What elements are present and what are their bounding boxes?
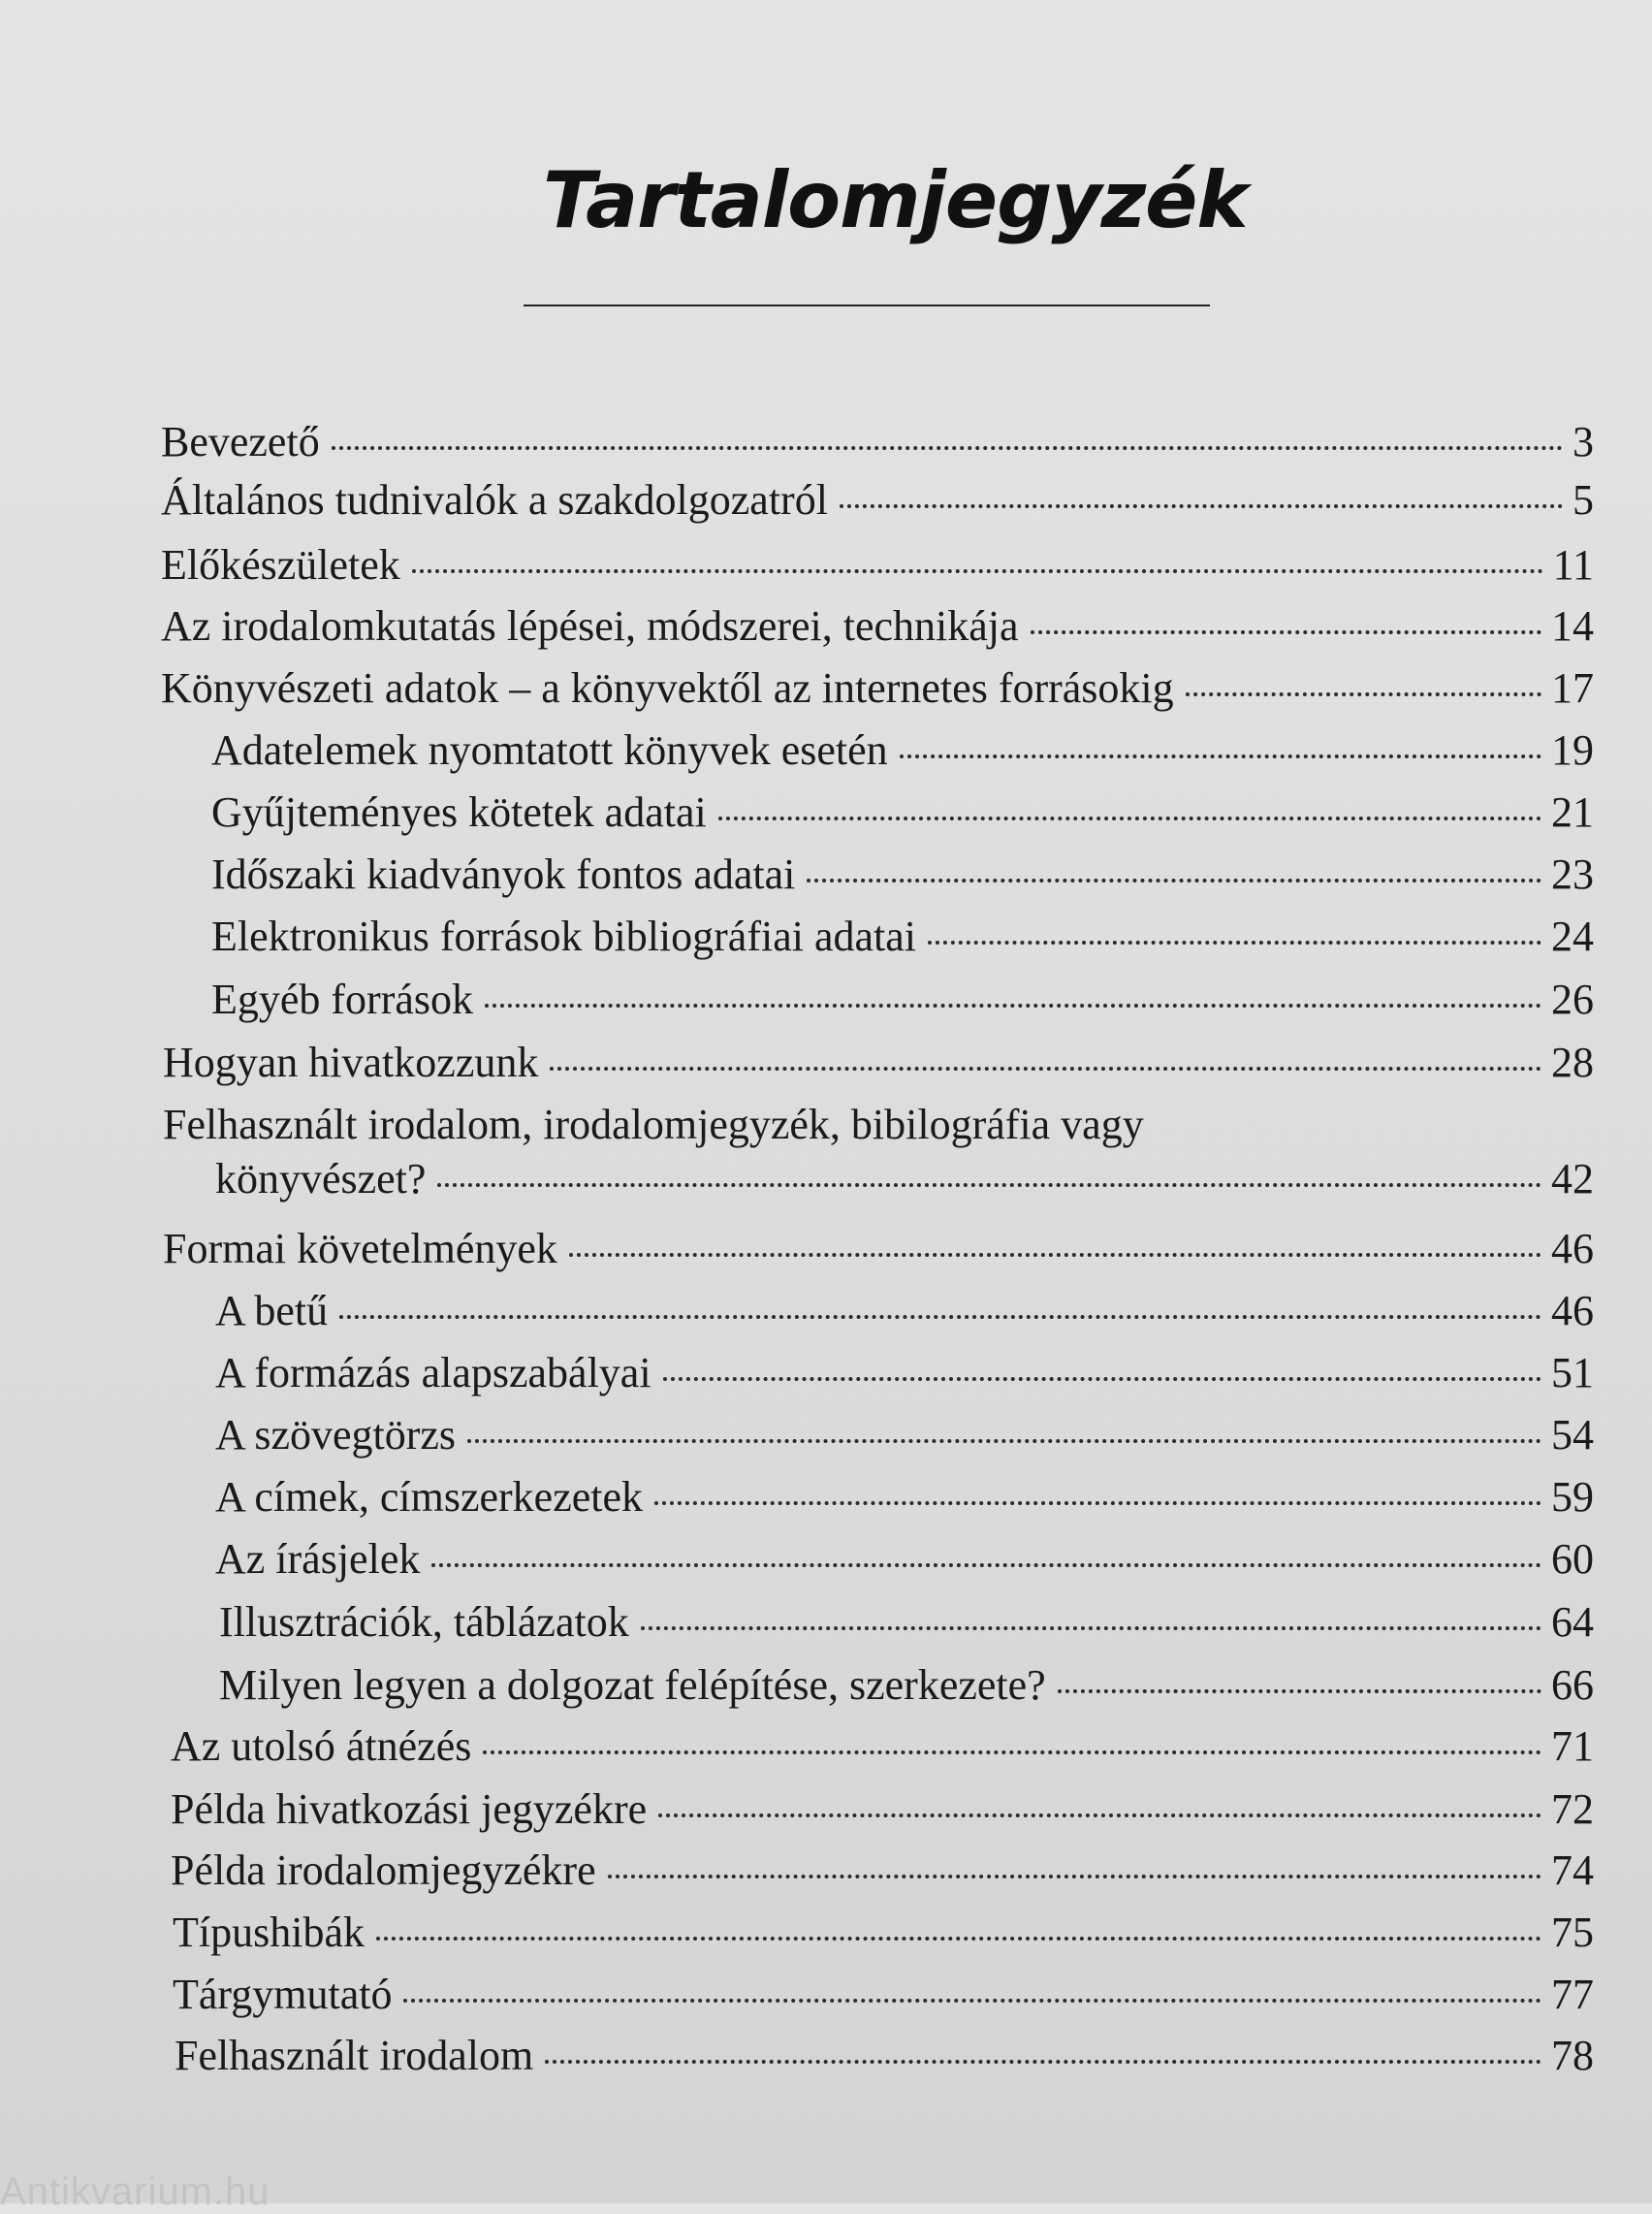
toc-page-number: 66 bbox=[1551, 1661, 1594, 1709]
dot-leader bbox=[900, 754, 1541, 758]
toc-entry-konyveszeti-adatok bbox=[161, 661, 1594, 716]
toc-page-number: 17 bbox=[1551, 664, 1594, 712]
toc-entry-egyeb-forrasok bbox=[211, 973, 1594, 1027]
dot-leader bbox=[437, 1183, 1541, 1187]
dot-leader bbox=[1031, 630, 1541, 634]
toc-entry-pelda-hivatkozasi-jegyzekre bbox=[171, 1782, 1594, 1837]
toc-entry-elokeszuletek bbox=[161, 538, 1594, 593]
toc-entry-title: Az utolsó átnézés bbox=[171, 1722, 472, 1770]
toc-entry-irodalomkutatas bbox=[161, 599, 1594, 654]
toc-entry-a-betu bbox=[215, 1284, 1594, 1338]
toc-page-number: 14 bbox=[1551, 602, 1594, 650]
toc-entry-title-line2: könyvészet? bbox=[215, 1155, 427, 1203]
toc-entry-formai-kovetelmenyek bbox=[163, 1222, 1594, 1276]
dot-leader bbox=[467, 1439, 1541, 1443]
toc-page-number: 78 bbox=[1551, 2032, 1594, 2079]
toc-entry-utolso-atnezes bbox=[171, 1719, 1594, 1774]
toc-page-number: 64 bbox=[1551, 1598, 1594, 1646]
toc-entry-title: Példa irodalomjegyzékre bbox=[171, 1846, 596, 1894]
toc-page-number: 46 bbox=[1551, 1287, 1594, 1334]
dot-leader bbox=[339, 1315, 1541, 1319]
toc-entry-illusztraciok-tablazatok bbox=[219, 1595, 1594, 1650]
toc-page-number: 21 bbox=[1551, 788, 1594, 836]
dot-leader bbox=[412, 569, 1543, 573]
toc-entry-title: Elektronikus források bibliográfiai adatai bbox=[211, 913, 916, 960]
toc-entry-dolgozat-felepitese bbox=[219, 1658, 1594, 1713]
toc-entry-felhasznalt-irodalom-konyveszet bbox=[163, 1098, 1594, 1206]
toc-page-number: 28 bbox=[1551, 1039, 1594, 1086]
toc-entry-title: Példa hivatkozási jegyzékre bbox=[171, 1785, 648, 1833]
toc-page-number: 24 bbox=[1551, 913, 1594, 960]
toc-entry-title: A szövegtörzs bbox=[215, 1411, 457, 1459]
toc-entry-pelda-irodalomjegyzekre bbox=[171, 1844, 1594, 1898]
toc-entry-formazas-alapszabalyai bbox=[215, 1346, 1594, 1400]
dot-leader bbox=[718, 817, 1541, 820]
toc-entry-bevezeto bbox=[161, 415, 1594, 469]
toc-entry-title: Illusztrációk, táblázatok bbox=[219, 1598, 629, 1646]
toc-entry-second-line bbox=[163, 1152, 1594, 1206]
toc-entry-title: Időszaki kiadványok fontos adatai bbox=[211, 850, 796, 898]
dot-leader bbox=[641, 1626, 1541, 1630]
toc-page-number: 54 bbox=[1551, 1411, 1594, 1459]
toc-page-number: 75 bbox=[1551, 1909, 1594, 1956]
toc-page-number: 77 bbox=[1551, 1971, 1594, 2018]
toc-page-number: 71 bbox=[1551, 1722, 1594, 1770]
dot-leader bbox=[928, 941, 1541, 945]
toc-page-number: 51 bbox=[1551, 1349, 1594, 1396]
toc-entry-title: A betű bbox=[215, 1287, 329, 1334]
dot-leader bbox=[658, 1813, 1541, 1817]
toc-entry-title: A formázás alapszabályai bbox=[215, 1349, 651, 1396]
toc-page-number: 42 bbox=[1551, 1155, 1594, 1203]
toc-entry-title: Gyűjteményes kötetek adatai bbox=[211, 788, 707, 836]
page-title: Tartalomjegyzék bbox=[543, 155, 1248, 245]
toc-entry-szovegtorzs bbox=[215, 1408, 1594, 1462]
toc-entry-title: Az irodalomkutatás lépései, módszerei, technikája bbox=[161, 602, 1019, 650]
toc-entry-title: Bevezető bbox=[161, 418, 320, 465]
toc-page-number: 72 bbox=[1551, 1785, 1594, 1833]
dot-leader bbox=[483, 1750, 1541, 1754]
toc-entry-idoszaki-kiadvanyok bbox=[211, 848, 1594, 902]
toc-page-number: 60 bbox=[1551, 1535, 1594, 1583]
toc-entry-title: Egyéb források bbox=[211, 976, 474, 1023]
toc-page-number: 59 bbox=[1551, 1473, 1594, 1521]
dot-leader bbox=[332, 446, 1563, 450]
toc-entry-felhasznalt-irodalom bbox=[175, 2029, 1594, 2083]
toc-page-number: 23 bbox=[1551, 850, 1594, 898]
toc-entry-title-line1: Felhasznált irodalom, irodalomjegyzék, bibilográfia vagy bbox=[163, 1101, 1144, 1148]
toc-entry-title: Adatelemek nyomtatott könyvek esetén bbox=[211, 726, 888, 774]
toc-entry-title: Hogyan hivatkozzunk bbox=[163, 1039, 539, 1086]
toc-entry-title: Általános tudnivalók a szakdolgozatról bbox=[161, 476, 828, 524]
toc-entry-title: Felhasznált irodalom bbox=[175, 2032, 534, 2079]
dot-leader bbox=[807, 879, 1541, 882]
toc-entry-cimek-cimszerkezetek bbox=[215, 1470, 1594, 1524]
toc-page-number: 3 bbox=[1573, 418, 1594, 465]
toc-entry-elektronikus-forrasok bbox=[211, 910, 1594, 964]
dot-leader bbox=[608, 1875, 1541, 1878]
toc-page-number: 19 bbox=[1551, 726, 1594, 774]
toc-entry-title: Típushibák bbox=[173, 1909, 365, 1956]
toc-entry-title: Előkészületek bbox=[161, 541, 400, 589]
toc-entry-hogyan-hivatkozzunk bbox=[163, 1036, 1594, 1090]
toc-entry-title: Tárgymutató bbox=[173, 1971, 393, 2018]
toc-page-number: 5 bbox=[1573, 476, 1594, 524]
toc-entry-irasjelek bbox=[215, 1532, 1594, 1587]
dot-leader bbox=[569, 1253, 1541, 1257]
dot-leader bbox=[431, 1563, 1541, 1567]
toc-entry-title: Milyen legyen a dolgozat felépítése, szerkezete? bbox=[219, 1661, 1046, 1709]
dot-leader bbox=[403, 1999, 1541, 2003]
watermark: Antikvarium.hu bbox=[0, 2170, 270, 2213]
toc-page-number: 11 bbox=[1552, 541, 1594, 589]
dot-leader bbox=[376, 1937, 1541, 1941]
toc-page-number: 74 bbox=[1551, 1846, 1594, 1894]
dot-leader bbox=[840, 504, 1563, 508]
toc-entry-gyujtemenyes-kotetek bbox=[211, 786, 1594, 840]
toc-entry-targymutato bbox=[173, 1968, 1594, 2022]
toc-entry-altalanos-tudnivalok bbox=[161, 473, 1594, 528]
dot-leader bbox=[663, 1377, 1541, 1381]
toc-entry-tipushibak bbox=[173, 1906, 1594, 1960]
dot-leader bbox=[550, 1067, 1541, 1071]
dot-leader bbox=[1186, 692, 1541, 696]
dot-leader bbox=[545, 2060, 1541, 2064]
dot-leader bbox=[485, 1004, 1541, 1008]
dot-leader bbox=[654, 1501, 1541, 1505]
toc-entry-title: A címek, címszerkezetek bbox=[215, 1473, 644, 1521]
toc-entry-title: Formai követelmények bbox=[163, 1225, 557, 1272]
dot-leader bbox=[1058, 1689, 1541, 1693]
toc-entry-title: Könyvészeti adatok – a könyvektől az internetes forrásokig bbox=[161, 664, 1174, 712]
toc-entry-adatelemek bbox=[211, 723, 1594, 778]
toc-page-number: 46 bbox=[1551, 1225, 1594, 1272]
toc-entry-title: Az írásjelek bbox=[215, 1535, 421, 1583]
toc-page-number: 26 bbox=[1551, 976, 1594, 1023]
